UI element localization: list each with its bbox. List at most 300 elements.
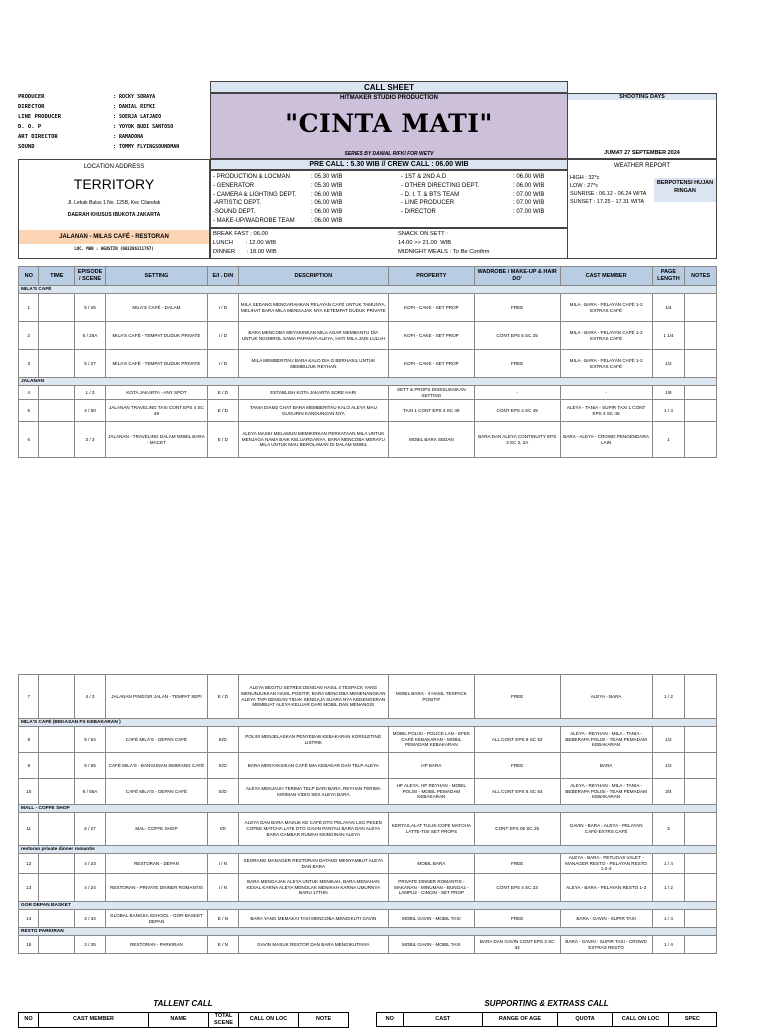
crew-name: : TOMMY FLYINGSOUNDMAN bbox=[113, 144, 180, 150]
cell-ward: ALL CONT EPS 8 SC 53 bbox=[474, 727, 560, 753]
cell-notes bbox=[685, 386, 717, 400]
cell-no: 10 bbox=[19, 779, 39, 805]
dept-time: : 06.00 WIB bbox=[311, 217, 343, 224]
section-name: MILA'S CAFÉ bbox=[19, 286, 717, 294]
dept-call-row bbox=[401, 208, 566, 217]
table-row bbox=[19, 422, 717, 458]
section-row bbox=[19, 286, 717, 294]
cell-time bbox=[39, 779, 75, 805]
cell-page: 1/2 bbox=[652, 727, 685, 753]
cell-eps: 5 / 27 bbox=[75, 350, 106, 378]
supporting-column-header: QUOTA bbox=[557, 1013, 612, 1027]
tallent-column-header: TOTAL SCENE bbox=[209, 1013, 239, 1028]
cell-eps: 1 / 3 bbox=[75, 386, 106, 400]
location-label: LOCATION ADDRESS bbox=[83, 164, 145, 170]
cell-ward: CONT EPS 4 SC 49 bbox=[474, 400, 560, 422]
column-header: WADROBE / MAKE-UP & HAIR DO' bbox=[474, 267, 560, 286]
cell-time bbox=[39, 675, 75, 719]
weather-note: BERPOTENSI HUJAN RINGAN bbox=[654, 178, 716, 202]
table-row bbox=[19, 294, 717, 322]
table-row bbox=[19, 910, 717, 928]
meal-line: DINNER : 18.00 WIB bbox=[213, 249, 277, 256]
cell-prop: MOBIL BARA SEDAN bbox=[388, 422, 474, 458]
dept-call-row bbox=[401, 173, 566, 182]
tallent-column-header: CAST MEMBER bbox=[39, 1013, 149, 1028]
supporting-table bbox=[376, 1012, 717, 1027]
cell-notes bbox=[685, 350, 717, 378]
cell-prop: MOBIL GAVIN - MOBIL TAXI bbox=[388, 910, 474, 928]
cell-desc: MILA MEMBERITAU BARA KALO DIA G BERHASIL UNTUK MEMBUJUK REYHAN bbox=[238, 350, 388, 378]
cell-desc: BARA MENCOBA MEYAKINKAN MILA AGAR MEMBANTU DIA UNTUK NGOBROL SAMA PAPANYA ALEYA, HATI MILA JADI LULUH bbox=[238, 322, 388, 350]
cell-ward: BARA DAN ALEYA CONTINUITY EPS 3 SC 2, 2A bbox=[474, 422, 560, 458]
cell-setting: CAFÉ MILA'S - DEPAN CAFÉ bbox=[105, 779, 207, 805]
section-row bbox=[19, 902, 717, 910]
dept-call-row bbox=[401, 199, 566, 208]
cell-prop: MOBIL POLISI - POLICE LAN - EFEK CAFÉ KEBAKARAN - MOBIL PEMADAM KEBAKARAN bbox=[388, 727, 474, 753]
weather-high: HIGH : 32*c bbox=[570, 175, 600, 181]
cell-setting: MILA'S CAFÉ - DALAM bbox=[105, 294, 207, 322]
cell-page: 1 bbox=[652, 422, 685, 458]
cell-prop: HP BARA bbox=[388, 753, 474, 779]
dept-time: : 06.00 WIB bbox=[311, 200, 343, 207]
cell-page: 1 / 4 bbox=[652, 854, 685, 874]
cell-page: 3/4 bbox=[652, 779, 685, 805]
cell-no: 13 bbox=[19, 874, 39, 902]
cell-time bbox=[39, 386, 75, 400]
section-name: RESTO PARKIRAN bbox=[19, 928, 717, 936]
cell-notes bbox=[685, 874, 717, 902]
cell-page: 1 / 4 bbox=[652, 936, 685, 954]
tallent-column-header: NOTE bbox=[299, 1013, 349, 1028]
section-name: JALANAN bbox=[19, 378, 717, 386]
shooting-date: JUMAT 27 SEPTEMBER 2024 bbox=[604, 150, 680, 156]
dept-time: : 06.00 WIB bbox=[513, 174, 545, 180]
crew-name: : YOYOK BUDI SANTOSO bbox=[113, 124, 174, 130]
table-row bbox=[19, 675, 717, 719]
cell-eps: 3 / 3 bbox=[75, 422, 106, 458]
cell-time bbox=[39, 936, 75, 954]
crew-name: : ROCKY SORAYA bbox=[113, 94, 156, 100]
cell-setting: MILA'S CAFÉ - TEMPAT DUDUK PRIVATE bbox=[105, 350, 207, 378]
cell-ei: E / N bbox=[208, 910, 239, 928]
cell-ward: - bbox=[474, 386, 560, 400]
cell-page: 1 / 4 bbox=[652, 400, 685, 422]
weather-box bbox=[567, 159, 717, 259]
cell-eps: 3 / 35 bbox=[75, 936, 106, 954]
cell-eps: 8 / 55 bbox=[75, 753, 106, 779]
cell-desc: TANIA DIAM2 CHAT BARA MEMBERITAU KALO ALEYA MAU GUGURIN KANDUNGAN NYA bbox=[238, 400, 388, 422]
meal-line: 14.00 >> 21.00 WIB bbox=[398, 240, 452, 247]
dept-name: - MAKE-UP/WADROBE TEAM bbox=[213, 217, 295, 224]
crew-role: SOUND bbox=[18, 144, 35, 150]
tallent-column-header: NAME bbox=[149, 1013, 209, 1028]
cell-ward: FREE bbox=[474, 910, 560, 928]
dept-call-row bbox=[401, 182, 566, 191]
table-row bbox=[19, 400, 717, 422]
cell-eps: 8 / 55A bbox=[75, 779, 106, 805]
cell-setting: RESTORAN - PARKIRAN bbox=[105, 936, 207, 954]
cell-setting: RESTORAN - PRIVATE DINNER ROMANTIS bbox=[105, 874, 207, 902]
dept-name: - OTHER DIRECTING DEPT. bbox=[401, 182, 480, 189]
cell-prop: KOPI - CAKE - SET PROP bbox=[388, 350, 474, 378]
cell-ward: FREE bbox=[474, 350, 560, 378]
crew-row bbox=[18, 114, 210, 124]
cell-setting: JALANAN TRAVELING TAXI CONT EPS 4 SC 49 bbox=[105, 400, 207, 422]
cell-prop: TAXI 1 CONT EPS 4 SC 49 bbox=[388, 400, 474, 422]
cell-setting: CAFÉ MILA'S - DEPAN CAFÉ bbox=[105, 727, 207, 753]
cell-no: 8 bbox=[19, 727, 39, 753]
cell-ward: FREE bbox=[474, 675, 560, 719]
section-row bbox=[19, 805, 717, 813]
cell-page: 1 1/4 bbox=[652, 322, 685, 350]
cell-page: 1 / 2 bbox=[652, 874, 685, 902]
cell-notes bbox=[685, 322, 717, 350]
weather-sunrise: SUNRISE : 06.12 - 06.24 WITA bbox=[570, 190, 647, 197]
crew-row bbox=[18, 104, 210, 114]
dept-name: - DIRECTOR bbox=[401, 209, 436, 216]
cell-notes bbox=[685, 910, 717, 928]
dept-time: : 07.00 WIB bbox=[513, 191, 545, 198]
cell-ei: E / N bbox=[208, 936, 239, 954]
table-row bbox=[19, 936, 717, 954]
dept-time: : 05.30 WIB bbox=[311, 174, 343, 180]
cell-page: 3 bbox=[652, 813, 685, 846]
cell-no: 1 bbox=[19, 294, 39, 322]
dept-name: - LINE PRODUCER bbox=[401, 200, 455, 207]
cell-page: 1 / 2 bbox=[652, 675, 685, 719]
cell-prop: SETT & PROPS DISESUSAIKAN SETTING bbox=[388, 386, 474, 400]
dept-time: : 06.00 WIB bbox=[513, 182, 545, 189]
cell-ei: I / N bbox=[208, 854, 239, 874]
column-header: E/I . D/N bbox=[208, 267, 239, 286]
weather-sunset: SUNSET : 17.25 - 17.31 WITA bbox=[570, 198, 645, 205]
cell-setting: JALANAN PINGGIR JALAN - TEMPAT SEPI bbox=[105, 675, 207, 719]
meals-box bbox=[210, 228, 568, 259]
location-box bbox=[18, 159, 210, 259]
dept-name: -ARTISTIC DEPT. bbox=[213, 200, 261, 207]
cell-prop: HP ALEYA, HP REYHAN - MOBIL POLISI - MOBIL PEMADAM KEBAKARAN bbox=[388, 779, 474, 805]
section-name: GOR DEPAN BASKET bbox=[19, 902, 717, 910]
cell-time bbox=[39, 400, 75, 422]
cell-eps: 5 / 25A bbox=[75, 322, 106, 350]
dept-time: : 07.00 WIB bbox=[513, 200, 545, 207]
dept-name: - GENERATOR bbox=[213, 182, 255, 189]
cell-cast: ALEYA - BARA bbox=[560, 675, 652, 719]
dept-calls bbox=[210, 170, 568, 228]
cell-eps: 3 / 34 bbox=[75, 910, 106, 928]
cell-ei: E / D bbox=[208, 400, 239, 422]
cell-notes bbox=[685, 813, 717, 846]
crew-row bbox=[18, 144, 210, 154]
cell-setting: RESTORAN - DEPAN bbox=[105, 854, 207, 874]
supporting-column-header: RANGE OF AGE bbox=[483, 1013, 558, 1027]
cell-time bbox=[39, 727, 75, 753]
cell-time bbox=[39, 422, 75, 458]
cell-notes bbox=[685, 779, 717, 805]
series-by: SERIES BY DANIAL RIFKI FOR WETV bbox=[344, 151, 434, 157]
cell-setting: MAL- COFFE SHOP bbox=[105, 813, 207, 846]
supporting-column-header: SPEC bbox=[668, 1013, 716, 1027]
cell-ei: E/D bbox=[208, 779, 239, 805]
cell-eps: 4 / 23 bbox=[75, 854, 106, 874]
cell-no: 4 bbox=[19, 386, 39, 400]
cell-cast: ALEYA - BARA - PETUGAS VALET - MANAGER RESTO - PELAYAN RESTO 1-2-3 bbox=[560, 854, 652, 874]
cell-desc: MILA SEDANG MENGARAHKAN PELAYAN CAFÉ UNTUK TAMUNYA, MELIHAT BARA MILA MENGAJAK NYA KETEMPAT DUDUK PRIVATE bbox=[238, 294, 388, 322]
show-title: "CINTA MATI" bbox=[285, 109, 493, 138]
dept-name: - CAMERA & LIGHTING DEPT. bbox=[213, 191, 297, 198]
precall-bar: PRE CALL : 5.30 WIB // CREW CALL : 06.00 WIB bbox=[210, 159, 568, 170]
cell-time bbox=[39, 322, 75, 350]
cell-desc: ALEYA DAN BARA MASUK KE CAFÉ DTG PELAYAN LSG PESEN COFEE MATCHA LATE DTG GAVIN PANTAU BARA DAN ALEYA BARA GAMBAR RUMAH KEINGINAN ALEYA bbox=[238, 813, 388, 846]
cell-prop: KOPI - CAKE - SET PROP bbox=[388, 294, 474, 322]
weather-low: LOW : 27*c bbox=[570, 182, 599, 189]
table-row bbox=[19, 350, 717, 378]
supporting-title: SUPPORTING & EXTRASS CALL bbox=[484, 999, 609, 1008]
cell-time bbox=[39, 813, 75, 846]
cell-desc: SEORANG MANAGER RESTORAN DATANG MENYAMBUT ALEYA DAN BARA bbox=[238, 854, 388, 874]
cell-setting: GLOBAL BANGSA SCHOOL - GOR BASKET DEPAN bbox=[105, 910, 207, 928]
dept-time: : 07.00 WIB bbox=[513, 209, 545, 216]
location-set: JALANAN - MILAS CAFÉ - RESTORAN bbox=[19, 230, 209, 244]
cell-ei: I / D bbox=[208, 294, 239, 322]
crew-role: DIRECTOR bbox=[18, 104, 45, 110]
table-row bbox=[19, 727, 717, 753]
section-name: MALL - COFFE SHOP bbox=[19, 805, 717, 813]
section-row bbox=[19, 719, 717, 727]
cell-ward: CONT EPS 5 SC 25 bbox=[474, 322, 560, 350]
cell-cast: BARA - GAVIN - SUPIR TAXI - CROWD EXTRAS RESTO bbox=[560, 936, 652, 954]
cell-time bbox=[39, 854, 75, 874]
cell-desc: POLISI MENJELASKAN PENYEBAB KEBAKARAN KORSLETING LISTRIK bbox=[238, 727, 388, 753]
tallent-column-header: NO bbox=[19, 1013, 39, 1028]
cell-no: 6 bbox=[19, 422, 39, 458]
cell-notes bbox=[685, 400, 717, 422]
table-row bbox=[19, 753, 717, 779]
column-header: TIME bbox=[39, 267, 75, 286]
cell-eps: 4 / 50 bbox=[75, 400, 106, 422]
column-header: SETTING bbox=[105, 267, 207, 286]
meal-line: MIDNIGHT MEALS : To Be Confirm bbox=[398, 249, 490, 256]
production-name: HITMAKER STUDIO PRODUCTION bbox=[340, 95, 438, 101]
section-row bbox=[19, 378, 717, 386]
cell-ei: I/D bbox=[208, 813, 239, 846]
crew-name: : SOERJA LATJAEO bbox=[113, 114, 162, 120]
crew-row bbox=[18, 134, 210, 144]
cell-prop: MOBIL GAVIN - MOBIL TAXI bbox=[388, 936, 474, 954]
cell-desc: BARA MENYAKSIKAN CAFÉ MIA KEBAKAR DAN TELP ALEYA bbox=[238, 753, 388, 779]
column-header: NO bbox=[19, 267, 39, 286]
cell-prop: PRIVATE DINNER ROMANTIS - MAKANAN - MINUMAN - BUNGA2 - LAMPU2 - CINCIN - SET PROP bbox=[388, 874, 474, 902]
call-sheet-banner: CALL SHEET bbox=[210, 81, 568, 93]
cell-page: 1/2 bbox=[652, 753, 685, 779]
meal-tbc: To Be Confirm bbox=[452, 249, 490, 256]
scene-table-top bbox=[18, 266, 717, 458]
meal-line: SNACK ON SETT : bbox=[398, 231, 448, 237]
cell-no: 12 bbox=[19, 854, 39, 874]
column-header: CAST MEMBER bbox=[560, 267, 652, 286]
cell-cast: BARA - ALEYA - CROWD PENGENDARA LAIN bbox=[560, 422, 652, 458]
table-row bbox=[19, 874, 717, 902]
table-row bbox=[19, 779, 717, 805]
cell-eps: 5 / 25 bbox=[75, 294, 106, 322]
cell-time bbox=[39, 753, 75, 779]
meal-line: BREAK FAST : 06.00 bbox=[213, 231, 268, 237]
cell-ei: I / D bbox=[208, 350, 239, 378]
table-row bbox=[19, 813, 717, 846]
cell-cast: MILA - BARA - PELAYAN CAFÉ 1-2 EXTRAS CAFÉ bbox=[560, 350, 652, 378]
cell-prop: MOBIL BARA bbox=[388, 854, 474, 874]
cell-no: 11 bbox=[19, 813, 39, 846]
cell-ei: E/D bbox=[208, 727, 239, 753]
cell-ei: E/D bbox=[208, 753, 239, 779]
section-row bbox=[19, 928, 717, 936]
title-block bbox=[210, 93, 568, 159]
dept-time: : 06.00 WIB bbox=[311, 209, 343, 216]
cell-eps: 8 / 54 bbox=[75, 727, 106, 753]
cell-desc: ALEYA MASIH MELAMUN MEMIKIRKAN PERKATAAN MILA UNTUK MENJAGA NAMA BAIK KELUARGANYA, BARA MENCOBA MERAYU MILA UNTUK MAU BEROLAMAN DI DALAM MOBIL bbox=[238, 422, 388, 458]
scene-table-bottom bbox=[18, 674, 717, 954]
shooting-days-box bbox=[567, 93, 717, 159]
cell-no: 9 bbox=[19, 753, 39, 779]
cell-page: 1/8 bbox=[652, 386, 685, 400]
cell-ei: I / N bbox=[208, 874, 239, 902]
shooting-days-label: SHOOTING DAYS bbox=[568, 94, 716, 100]
dept-name: -SOUND DEPT. bbox=[213, 209, 256, 216]
dept-call-row bbox=[401, 191, 566, 200]
cell-prop: KOPI - CAKE - SET PROP bbox=[388, 322, 474, 350]
cell-cast: ALEYA - TANIA - SUPIR TAXI 1 CONT EPS 4 SC 49 bbox=[560, 400, 652, 422]
cell-time bbox=[39, 910, 75, 928]
cell-ward: ALL CONT EPS 8 SC 54 bbox=[474, 779, 560, 805]
cell-no: 2 bbox=[19, 322, 39, 350]
dept-call-row bbox=[213, 199, 388, 208]
cell-notes bbox=[685, 936, 717, 954]
dept-call-row bbox=[213, 208, 388, 217]
dept-call-row bbox=[213, 191, 388, 200]
cell-ei: E / D bbox=[208, 386, 239, 400]
tallent-call-title: TALLENT CALL bbox=[153, 999, 213, 1008]
cell-notes bbox=[685, 854, 717, 874]
dept-call-row bbox=[213, 182, 388, 191]
cell-no: 14 bbox=[19, 910, 39, 928]
table-row bbox=[19, 386, 717, 400]
column-header: EPISODE / SCENE bbox=[75, 267, 106, 286]
cell-ward: FREE bbox=[474, 753, 560, 779]
section-name: MILA'S CAFÉ (BEKASAN FX KEBAKARAN ) bbox=[19, 719, 717, 727]
cell-cast: BARA - GAVIN - SUPIR TAXI bbox=[560, 910, 652, 928]
column-header: NOTES bbox=[685, 267, 717, 286]
cell-eps: 4 / 3 bbox=[75, 675, 106, 719]
cell-setting: KOTA JAKARTA - ANY SPOT bbox=[105, 386, 207, 400]
dept-name: - 1ST & 2ND A.D bbox=[401, 174, 447, 180]
cell-notes bbox=[685, 675, 717, 719]
crew-role: PRODUCER bbox=[18, 94, 45, 100]
cell-ward: CONT EPS 4 SC 23 bbox=[474, 874, 560, 902]
cell-ei: I / D bbox=[208, 322, 239, 350]
cell-desc: ESTABLISH KOTA JAKARTA SORE HARI bbox=[238, 386, 388, 400]
cell-page: 1/4 bbox=[652, 294, 685, 322]
cell-prop: KERTAS,ALAT TULIS-COFE MATCHA LATTE-TISI SET PROPS bbox=[388, 813, 474, 846]
cell-setting: MILA'S CAFÉ - TEMPAT DUDUK PRIVATE bbox=[105, 322, 207, 350]
dept-name: - PRODUCTION & LOCMAN bbox=[213, 174, 291, 180]
cell-ei: E / D bbox=[208, 675, 239, 719]
cell-notes bbox=[685, 294, 717, 322]
column-header: PAGE LENGTH bbox=[652, 267, 685, 286]
crew-row bbox=[18, 94, 210, 104]
dept-name: - D. I. T. & BTS TEAM bbox=[401, 191, 460, 198]
dept-time: : 05.30 WIB bbox=[311, 182, 343, 189]
cell-cast: ALEYA - BARA - PELAYAN RESTO 1-2 bbox=[560, 874, 652, 902]
tallent-call-table bbox=[18, 1012, 349, 1028]
loc-man: LOC. MAN : AGUSTIN (082286111767) bbox=[74, 246, 154, 251]
crew-row bbox=[18, 124, 210, 134]
cell-ward: FREE bbox=[474, 294, 560, 322]
cell-cast: ALEYA - REYHAN - MILA - TANIA - BEBERAPA POLISI - TEAM PEMADAM KEBAKARAN bbox=[560, 779, 652, 805]
cell-notes bbox=[685, 727, 717, 753]
cell-page: 1 / 4 bbox=[652, 910, 685, 928]
cell-no: 5 bbox=[19, 400, 39, 422]
cell-setting: CAFÉ MILA'S - BANGUNAN SEBRANG CAFÉ bbox=[105, 753, 207, 779]
supporting-column-header: NO bbox=[377, 1013, 404, 1027]
dept-call-row bbox=[213, 217, 388, 226]
weather-label: WEATHER REPORT bbox=[613, 163, 671, 169]
location-region: DAERAH KHUSUS IBUKOTA JAKARTA bbox=[67, 212, 161, 218]
crew-list bbox=[18, 94, 210, 154]
supporting-column-header: CALL ON LOC bbox=[613, 1013, 668, 1027]
cell-page: 1/2 bbox=[652, 350, 685, 378]
cell-eps: 4 / 24 bbox=[75, 874, 106, 902]
crew-role: ART DIRECTOR bbox=[18, 134, 58, 140]
cell-desc: GAVIN MASUK RESTOR DAN BARA MENGIKUTINYA bbox=[238, 936, 388, 954]
cell-time bbox=[39, 350, 75, 378]
cell-cast: MILA - BARA - PELAYAN CAFÉ 1-2 EXTRAS CAFÉ bbox=[560, 322, 652, 350]
cell-eps: 6 / 27 bbox=[75, 813, 106, 846]
cell-no: 15 bbox=[19, 936, 39, 954]
cell-no: 7 bbox=[19, 675, 39, 719]
cell-cast: ALEYA - REYHAN - MILA - TANIA - BEBERAPA POLISI - TEAM PEMADAM KEBAKARAN bbox=[560, 727, 652, 753]
cell-cast: GAVIN - BARA - ALEYA - PELAYAN CAFÉ-EXTRS CAFÉ bbox=[560, 813, 652, 846]
cell-ward: CONT EPS 06 SC 26 bbox=[474, 813, 560, 846]
dept-call-row bbox=[213, 173, 388, 182]
meal-line: LUNCH : 12.00 WIB bbox=[213, 240, 277, 247]
crew-role: LINE PRODUCER bbox=[18, 114, 62, 120]
cell-desc: BARA MENGAJAK ALEYA UNTUK MENIKAH, BARA MENAHAN KESAL KARNA ALEYA MENOLAK MENIKAH KARNA UMURNYA BARU 17THN bbox=[238, 874, 388, 902]
cell-cast: MILA - BARA - PELAYAN CAFÉ 1-2 EXTRAS CAFÉ bbox=[560, 294, 652, 322]
section-name: restoran private dinner romantis bbox=[19, 846, 717, 854]
cell-ward: FREE bbox=[474, 854, 560, 874]
column-header: PROPERTY bbox=[388, 267, 474, 286]
location-name: TERRITORY bbox=[73, 176, 155, 192]
crew-role: D. O. P bbox=[18, 124, 42, 130]
cell-notes bbox=[685, 422, 717, 458]
cell-cast: BARA bbox=[560, 753, 652, 779]
cell-ward: BARA DAN GAVIN CONT EPS 3 SC 34 bbox=[474, 936, 560, 954]
location-address: Jl. Lebak Bulus 1 No. 125B, Kec Cilandak bbox=[67, 200, 161, 206]
tallent-column-header: CALL ON LOC bbox=[239, 1013, 299, 1028]
cell-time bbox=[39, 874, 75, 902]
cell-setting: JALANAN - TRAVELING DALAM MOBIL BARA - MACET bbox=[105, 422, 207, 458]
table-row bbox=[19, 322, 717, 350]
supporting-column-header: CAST bbox=[403, 1013, 483, 1027]
crew-name: : RAMADONA bbox=[113, 134, 144, 140]
cell-desc: ALEYA MENJAUH TERIMA TELP DARI BARA, REYHAN TERIMA KIRIMAN VIDIO SEX ALEYA BARA bbox=[238, 779, 388, 805]
cell-desc: ALEYA BEGITU SETRES DENGAN HASIL 4 TESPACK YANG MENUNJUKKAN HASIL POSITIF, BARA MENCOBA MENENANGKAN ALEYA TAPI DENGAN TIDAK SENGAJA SUARA NYA KEDENGERAN MEMBUAT ALEYA KELUAR DARI MOBIL DAN MENANGIS bbox=[238, 675, 388, 719]
dept-time: : 06.00 WIB bbox=[311, 191, 343, 198]
cell-ei: E / D bbox=[208, 422, 239, 458]
cell-notes bbox=[685, 753, 717, 779]
cell-cast: - bbox=[560, 386, 652, 400]
crew-name: : DANIAL RIFKI bbox=[113, 104, 156, 110]
